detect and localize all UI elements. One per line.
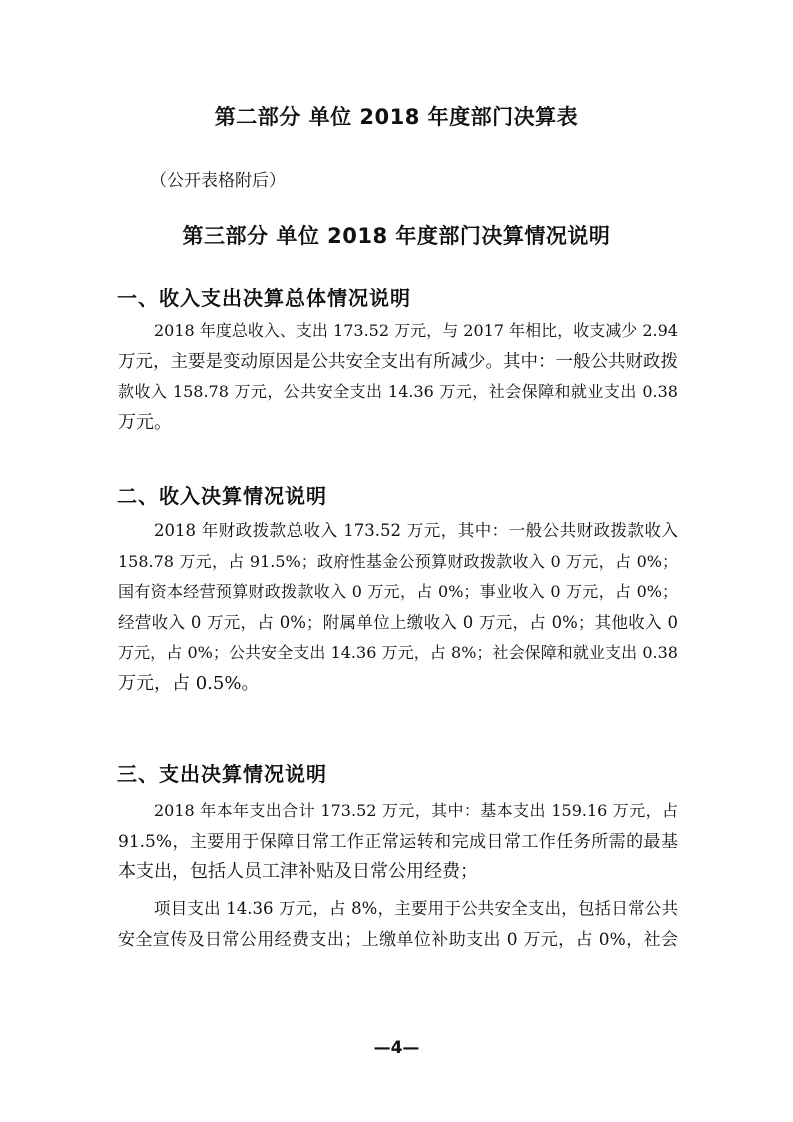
part3-title: 第三部分 单位 2018 年度部门决算情况说明 <box>182 224 611 248</box>
section3-line-5: 安全宣传及日常公用经费支出；上缴单位补助支出 0 万元，占 0%，社会 <box>118 929 678 950</box>
section1-paragraph <box>118 316 678 438</box>
page-number: —4— <box>373 1038 420 1058</box>
section1-line-2: 万元，主要是变动原因是公共安全支出有所减少。其中：一般公共财政拨 <box>118 351 678 372</box>
section3-heading: 三、支出决算情况说明 <box>117 762 327 786</box>
section2-line-1: 2018 年财政拨款总收入 173.52 万元，其中：一般公共财政拨款收入 <box>154 521 678 540</box>
part2-title: 第二部分 单位 2018 年度部门决算表 <box>214 105 579 129</box>
section3-line-4: 项目支出 14.36 万元，占 8%，主要用于公共安全支出，包括日常公共 <box>154 899 678 918</box>
section1-line-1: 2018 年度总收入、支出 173.52 万元，与 2017 年相比，收支减少 2.94 <box>154 321 678 340</box>
section2-paragraph <box>118 516 678 699</box>
section3-line-3: 本支出，包括人员工津补贴及日常公用经费； <box>118 861 478 882</box>
section3-paragraph-2 <box>118 894 678 955</box>
section3-paragraph-1 <box>118 796 678 888</box>
section3-line-2: 91.5%，主要用于保障日常工作正常运转和完成日常工作任务所需的最基 <box>118 831 678 852</box>
section2-line-3: 国有资本经营预算财政拨款收入 0 万元，占 0%；事业收入 0 万元，占 0%； <box>118 582 678 601</box>
part2-note: （公开表格附后） <box>150 171 286 191</box>
section1-line-4: 万元。 <box>118 411 172 433</box>
section1-heading: 一、收入支出决算总体情况说明 <box>117 286 411 310</box>
section2-line-2: 158.78 万元，占 91.5%；政府性基金公预算财政拨款收入 0 万元，占 0%； <box>118 551 678 571</box>
section3-line-1: 2018 年本年支出合计 173.52 万元，其中：基本支出 159.16 万元，占 <box>154 801 678 820</box>
section1-line-3: 款收入 158.78 万元，公共安全支出 14.36 万元，社会保障和就业支出 0.38 <box>118 382 678 401</box>
section2-line-5: 万元，占 0%；公共安全支出 14.36 万元，占 8%；社会保障和就业支出 0.38 <box>118 643 678 662</box>
section2-line-6: 万元，占 0.5%。 <box>118 672 260 694</box>
section2-line-4: 经营收入 0 万元，占 0%；附属单位上缴收入 0 万元，占 0%；其他收入 0 <box>118 612 678 632</box>
section2-heading: 二、收入决算情况说明 <box>117 484 327 508</box>
